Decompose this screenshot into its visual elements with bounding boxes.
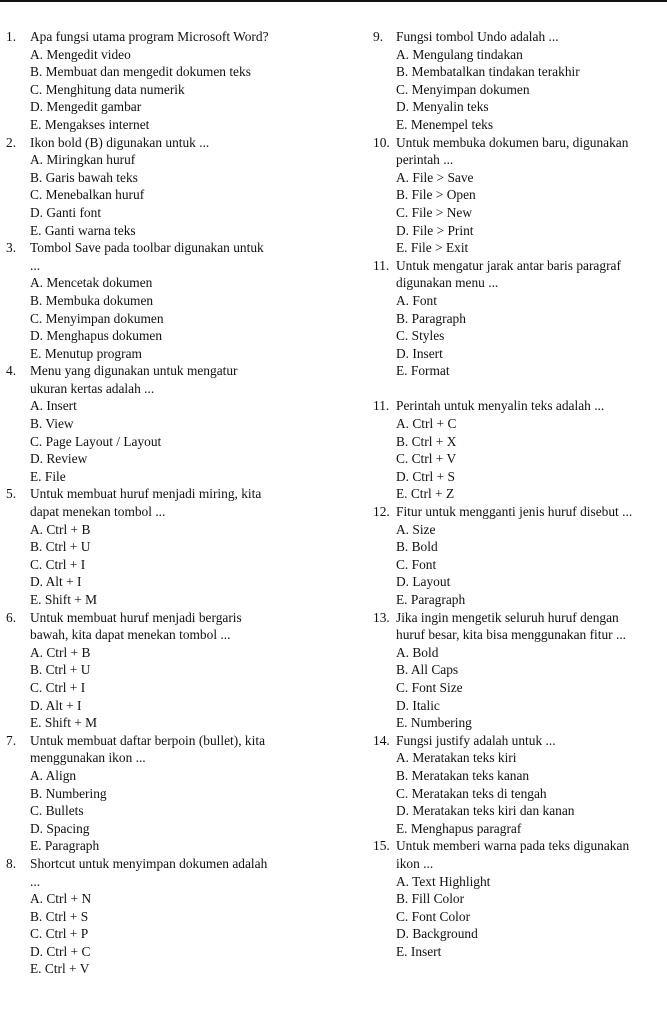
answer-option: B. All Caps	[396, 662, 459, 678]
answer-option: C. Menghitung data numerik	[30, 81, 185, 97]
answer-option: B. Ctrl + U	[30, 662, 91, 678]
question-number: 5.	[6, 486, 17, 502]
answer-option: C. Styles	[396, 328, 445, 344]
question-block	[373, 257, 665, 380]
question-number: 14.	[373, 732, 390, 748]
question-block	[6, 28, 326, 134]
left-question-column	[6, 28, 326, 978]
answer-option: A. Ctrl + C	[396, 416, 457, 432]
answer-option: A. Text Highlight	[396, 873, 491, 889]
answer-option: D. Review	[30, 451, 88, 467]
answer-option: A. Font	[396, 292, 437, 308]
answer-option: C. Meratakan teks di tengah	[396, 785, 547, 801]
answer-option: A. Size	[396, 521, 436, 537]
answer-option: C. Page Layout / Layout	[30, 433, 162, 449]
answer-option: E. Menghapus paragraf	[396, 820, 522, 836]
answer-option: D. Ganti font	[30, 204, 102, 220]
answer-option: C. Ctrl + P	[30, 926, 89, 942]
answer-option: D. Meratakan teks kiri dan kanan	[396, 803, 575, 819]
question-block	[6, 134, 326, 240]
answer-option: B. Membatalkan tindakan terakhir	[396, 64, 580, 80]
answer-option: D. Spacing	[30, 820, 90, 836]
question-number: 13.	[373, 609, 390, 625]
answer-option: C. Ctrl + I	[30, 556, 86, 572]
question-block	[373, 732, 665, 838]
answer-option: E. Ganti warna teks	[30, 222, 136, 238]
question-block	[373, 609, 665, 732]
right-question-column	[373, 28, 665, 960]
answer-option: E. Menempel teks	[396, 116, 494, 132]
question-block	[373, 28, 665, 134]
answer-option: D. Alt + I	[30, 697, 82, 713]
answer-option: B. Meratakan teks kanan	[396, 767, 530, 783]
question-text: Untuk membuat huruf menjadi bergaris bawah, kita dapat menekan tombol ...	[30, 609, 242, 643]
answer-option: E. Ctrl + Z	[396, 486, 455, 502]
question-text: Fungsi tombol Undo adalah ...	[396, 29, 559, 44]
question-text: Untuk membuka dokumen baru, digunakan perintah ...	[396, 134, 629, 168]
answer-option: D. Ctrl + S	[396, 468, 455, 484]
answer-option: E. File > Exit	[396, 240, 469, 256]
question-text: Apa fungsi utama program Microsoft Word?	[30, 29, 269, 44]
answer-option: B. Bold	[396, 539, 438, 555]
answer-option: C. Font	[396, 556, 437, 572]
answer-option: B. Membuat dan mengedit dokumen teks	[30, 64, 251, 80]
question-number: 7.	[6, 732, 17, 748]
answer-option: B. View	[30, 416, 74, 432]
question-text: Ikon bold (B) digunakan untuk ...	[30, 134, 210, 150]
answer-option: C. Menebalkan huruf	[30, 187, 145, 203]
answer-option: E. Shift + M	[30, 715, 98, 731]
answer-option: C. Menyimpan dokumen	[396, 81, 530, 97]
question-block	[373, 134, 665, 257]
question-block	[6, 485, 326, 608]
answer-option: E. Paragraph	[396, 592, 466, 607]
question-text: Perintah untuk menyalin teks adalah ...	[396, 398, 605, 414]
answer-option: E. Mengakses internet	[30, 116, 150, 132]
answer-option: E. Shift + M	[30, 592, 98, 607]
answer-option: A. Meratakan teks kiri	[396, 750, 517, 766]
answer-option: A. Ctrl + B	[30, 521, 91, 537]
answer-option: A. Miringkan huruf	[30, 152, 136, 168]
answer-option: A. Bold	[396, 644, 439, 660]
answer-option: B. Membuka dokumen	[30, 292, 154, 308]
question-number: 8.	[6, 855, 17, 871]
question-number: 15.	[373, 838, 390, 854]
question-text: Menu yang digunakan untuk mengatur ukuran kertas adalah ...	[30, 363, 238, 396]
question-number: 10.	[373, 134, 390, 150]
answer-option: B. Paragraph	[396, 310, 466, 326]
answer-option: A. Mencetak dokumen	[30, 275, 153, 291]
answer-option: C. Font Size	[396, 679, 463, 695]
question-text: Tombol Save pada toolbar digunakan untuk ...	[30, 240, 264, 273]
answer-option: A. Ctrl + B	[30, 644, 91, 660]
answer-option: B. Ctrl + S	[30, 908, 89, 924]
answer-option: A. Mengulang tindakan	[396, 46, 523, 62]
question-text: Fungsi justify adalah untuk ...	[396, 732, 556, 748]
question-number: 9.	[373, 29, 384, 44]
question-text: Untuk membuat daftar berpoin (bullet), kita menggunakan ikon ...	[30, 732, 266, 766]
answer-option: E. Paragraph	[30, 838, 100, 854]
question-block	[373, 503, 665, 609]
question-block	[6, 609, 326, 732]
question-number: 6.	[6, 609, 17, 625]
question-text: Jika ingin mengetik seluruh huruf dengan huruf besar, kita bisa menggunakan fitur ...	[396, 609, 627, 643]
answer-option: D. Alt + I	[30, 574, 82, 590]
answer-option: D. Insert	[396, 345, 443, 361]
answer-option: D. File > Print	[396, 222, 474, 238]
answer-option: E. Insert	[396, 943, 442, 959]
answer-option: B. Ctrl + U	[30, 539, 91, 555]
answer-option: E. Numbering	[396, 715, 472, 731]
question-block	[373, 397, 665, 503]
question-number: 1.	[6, 29, 17, 44]
answer-option: E. Ctrl + V	[30, 961, 90, 977]
question-number: 3.	[6, 240, 17, 256]
question-number: 11.	[373, 398, 390, 414]
answer-option: D. Menghapus dokumen	[30, 328, 163, 344]
answer-option: E. Menutup program	[30, 345, 142, 361]
question-block	[6, 855, 326, 978]
answer-option: D. Italic	[396, 697, 440, 713]
question-block	[6, 732, 326, 855]
question-text: Untuk memberi warna pada teks digunakan ikon ...	[396, 838, 630, 871]
answer-option: E. Format	[396, 363, 450, 379]
answer-option: C. Menyimpan dokumen	[30, 310, 164, 326]
top-rule	[0, 0, 667, 2]
question-spacer	[373, 380, 665, 398]
answer-option: A. Align	[30, 767, 77, 783]
question-text: Shortcut untuk menyimpan dokumen adalah ...	[30, 855, 268, 889]
answer-option: B. Fill Color	[396, 891, 465, 907]
answer-option: A. File > Save	[396, 169, 474, 185]
question-number: 11.	[373, 257, 390, 273]
answer-option: C. Font Color	[396, 908, 471, 924]
question-block	[6, 362, 326, 485]
answer-option: B. File > Open	[396, 187, 476, 203]
answer-option: D. Layout	[396, 574, 451, 590]
question-number: 2.	[6, 134, 17, 150]
answer-option: B. Numbering	[30, 785, 107, 801]
answer-option: D. Background	[396, 926, 478, 942]
answer-option: D. Ctrl + C	[30, 943, 91, 959]
question-text: Fitur untuk mengganti jenis huruf disebut ...	[396, 504, 633, 520]
question-block	[6, 239, 326, 362]
answer-option: A. Ctrl + N	[30, 891, 92, 907]
answer-option: C. Bullets	[30, 803, 84, 819]
question-block	[373, 837, 665, 960]
answer-option: B. Ctrl + X	[396, 433, 457, 449]
question-text: Untuk membuat huruf menjadi miring, kita dapat menekan tombol ...	[30, 486, 262, 520]
question-number: 4.	[6, 363, 17, 379]
answer-option: C. Ctrl + I	[30, 679, 86, 695]
answer-option: C. Ctrl + V	[396, 451, 457, 467]
answer-option: B. Garis bawah teks	[30, 169, 138, 185]
answer-option: D. Menyalin teks	[396, 99, 489, 115]
answer-option: C. File > New	[396, 204, 472, 220]
answer-option: A. Insert	[30, 398, 77, 414]
answer-option: E. File	[30, 468, 66, 484]
question-number: 12.	[373, 504, 390, 520]
answer-option: D. Mengedit gambar	[30, 99, 142, 115]
question-text: Untuk mengatur jarak antar baris paragraf digunakan menu ...	[396, 257, 621, 291]
answer-option: A. Mengedit video	[30, 46, 131, 62]
